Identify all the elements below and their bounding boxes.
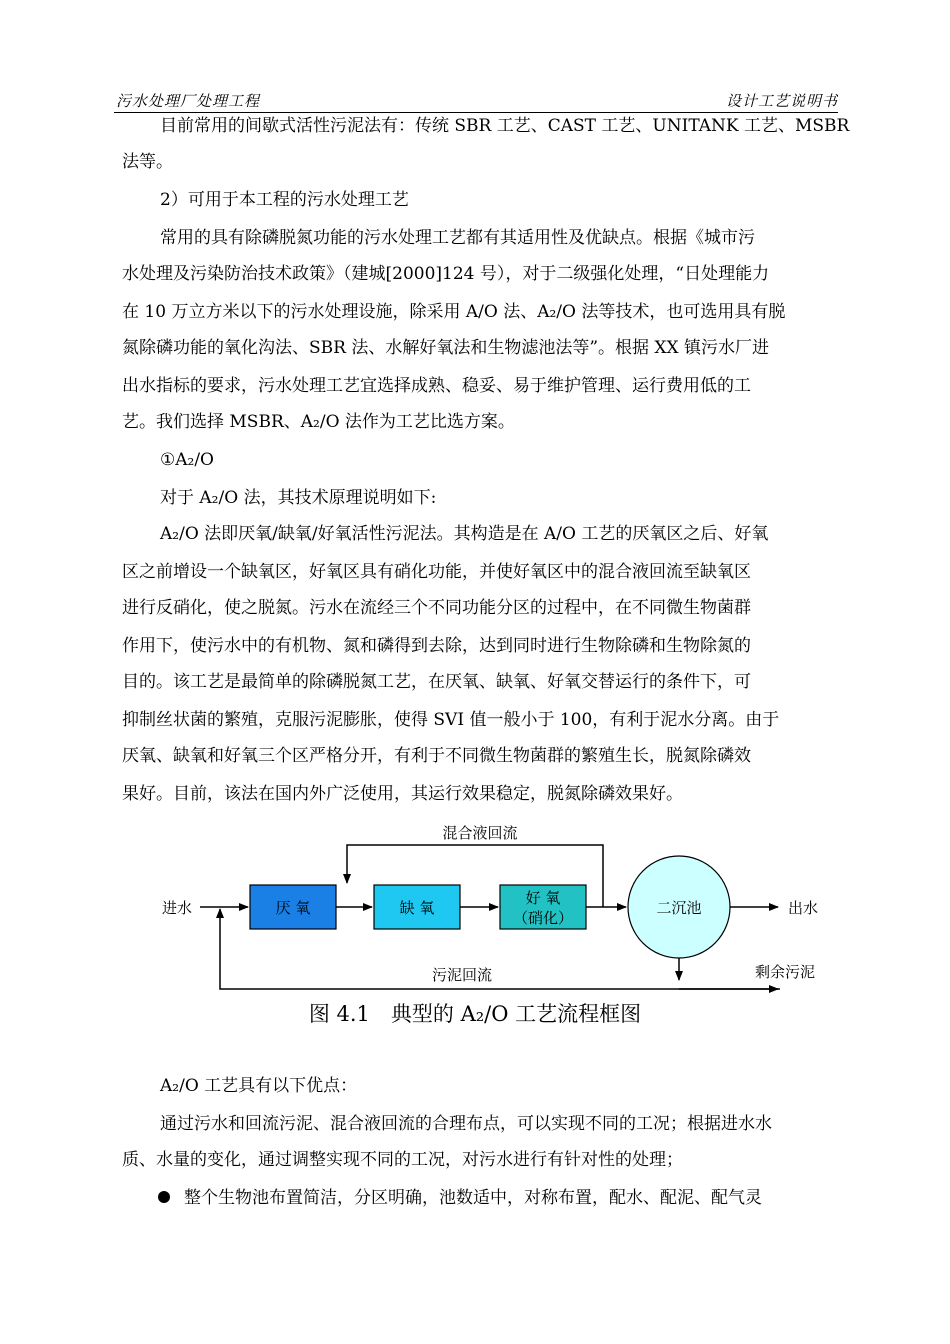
mixed-return-label: 混合液回流 — [442, 824, 518, 842]
paragraph-line: A₂/O 工艺具有以下优点： — [160, 1076, 358, 1096]
paragraph-line: 出水指标的要求，污水处理工艺宜选择成熟、稳妥、易于维护管理、运行费用低的工 — [122, 376, 751, 396]
paragraph-line: 质、水量的变化，通过调整实现不同的工况，对污水进行有针对性的处理； — [122, 1150, 683, 1170]
inflow-label: 进水 — [162, 899, 193, 917]
paragraph-line: 果好。目前，该法在国内外广泛使用，其运行效果稳定，脱氮除磷效果好。 — [122, 784, 683, 804]
clarifier-label: 二沉池 — [656, 899, 702, 917]
aerobic-label: 好 氧 — [525, 889, 561, 907]
anaerobic-label: 厌 氧 — [275, 899, 311, 917]
paragraph-line: 区之前增设一个缺氧区，好氧区具有硝化功能，并使好氧区中的混合液回流至缺氧区 — [122, 562, 751, 582]
figure-caption: 图 4.1 典型的 A₂/O 工艺流程框图 — [308, 1002, 642, 1026]
outflow-label: 出水 — [788, 899, 819, 917]
paragraph-line: A₂/O 法即厌氧/缺氧/好氧活性污泥法。其构造是在 A/O 工艺的厌氧区之后、好氧 — [160, 524, 769, 544]
paragraph-line: 进行反硝化，使之脱氮。污水在流经三个不同功能分区的过程中，在不同微生物菌群 — [122, 598, 751, 618]
paragraph-line: 抑制丝状菌的繁殖，克服污泥膨胀，使得 SVI 值一般小于 100，有利于泥水分离。由于 — [122, 710, 780, 730]
section-heading: 2）可用于本工程的污水处理工艺 — [160, 190, 409, 210]
header-left: 污水处理厂处理工程 — [116, 92, 261, 110]
bullet-icon — [158, 1191, 170, 1203]
paragraph-line: 厌氧、缺氧和好氧三个区严格分开，有利于不同微生物菌群的繁殖生长，脱氮除磷效 — [122, 746, 751, 766]
a2o-process-diagram — [0, 815, 950, 1000]
sludge-return-label: 污泥回流 — [431, 966, 493, 984]
bullet-item: 整个生物池布置简洁，分区明确，池数适中，对称布置，配水、配泥、配气灵 — [184, 1188, 762, 1208]
excess-sludge-label: 剩余污泥 — [755, 963, 816, 981]
paragraph-line: 在 10 万立方米以下的污水处理设施，除采用 A/O 法、A₂/O 法等技术，也可选用具有脱 — [122, 302, 786, 322]
paragraph-line: 通过污水和回流污泥、混合液回流的合理布点，可以实现不同的工况；根据进水水 — [160, 1114, 772, 1134]
paragraph-line: 目的。该工艺是最简单的除磷脱氮工艺，在厌氧、缺氧、好氧交替运行的条件下，可 — [122, 672, 751, 692]
paragraph-line: 氮除磷功能的氧化沟法、SBR 法、水解好氧法和生物滤池法等”。根据 XX 镇污水厂进 — [122, 338, 770, 358]
paragraph-line: 目前常用的间歇式活性污泥法有：传统 SBR 工艺、CAST 工艺、UNITANK 工艺、MSBR — [160, 116, 850, 136]
paragraph-line: 艺。我们选择 MSBR、A₂/O 法作为工艺比选方案。 — [122, 412, 515, 432]
paragraph-line: 常用的具有除磷脱氮功能的污水处理工艺都有其适用性及优缺点。根据《城市污 — [160, 228, 755, 248]
paragraph-line: 对于 A₂/O 法，其技术原理说明如下: — [160, 488, 437, 508]
subsection-heading: ①A₂/O — [160, 450, 214, 470]
paragraph-line: 法等。 — [122, 152, 173, 172]
paragraph-line: 水处理及污染防治技术政策》（建城[2000]124 号），对于二级强化处理，“日处理能力 — [122, 264, 770, 284]
header-right: 设计工艺说明书 — [725, 92, 838, 110]
paragraph-line: 作用下，使污水中的有机物、氮和磷得到去除，达到同时进行生物除磷和生物除氮的 — [122, 636, 751, 656]
nitrification-label: （硝化） — [512, 909, 574, 927]
anoxic-label: 缺 氧 — [399, 899, 435, 917]
